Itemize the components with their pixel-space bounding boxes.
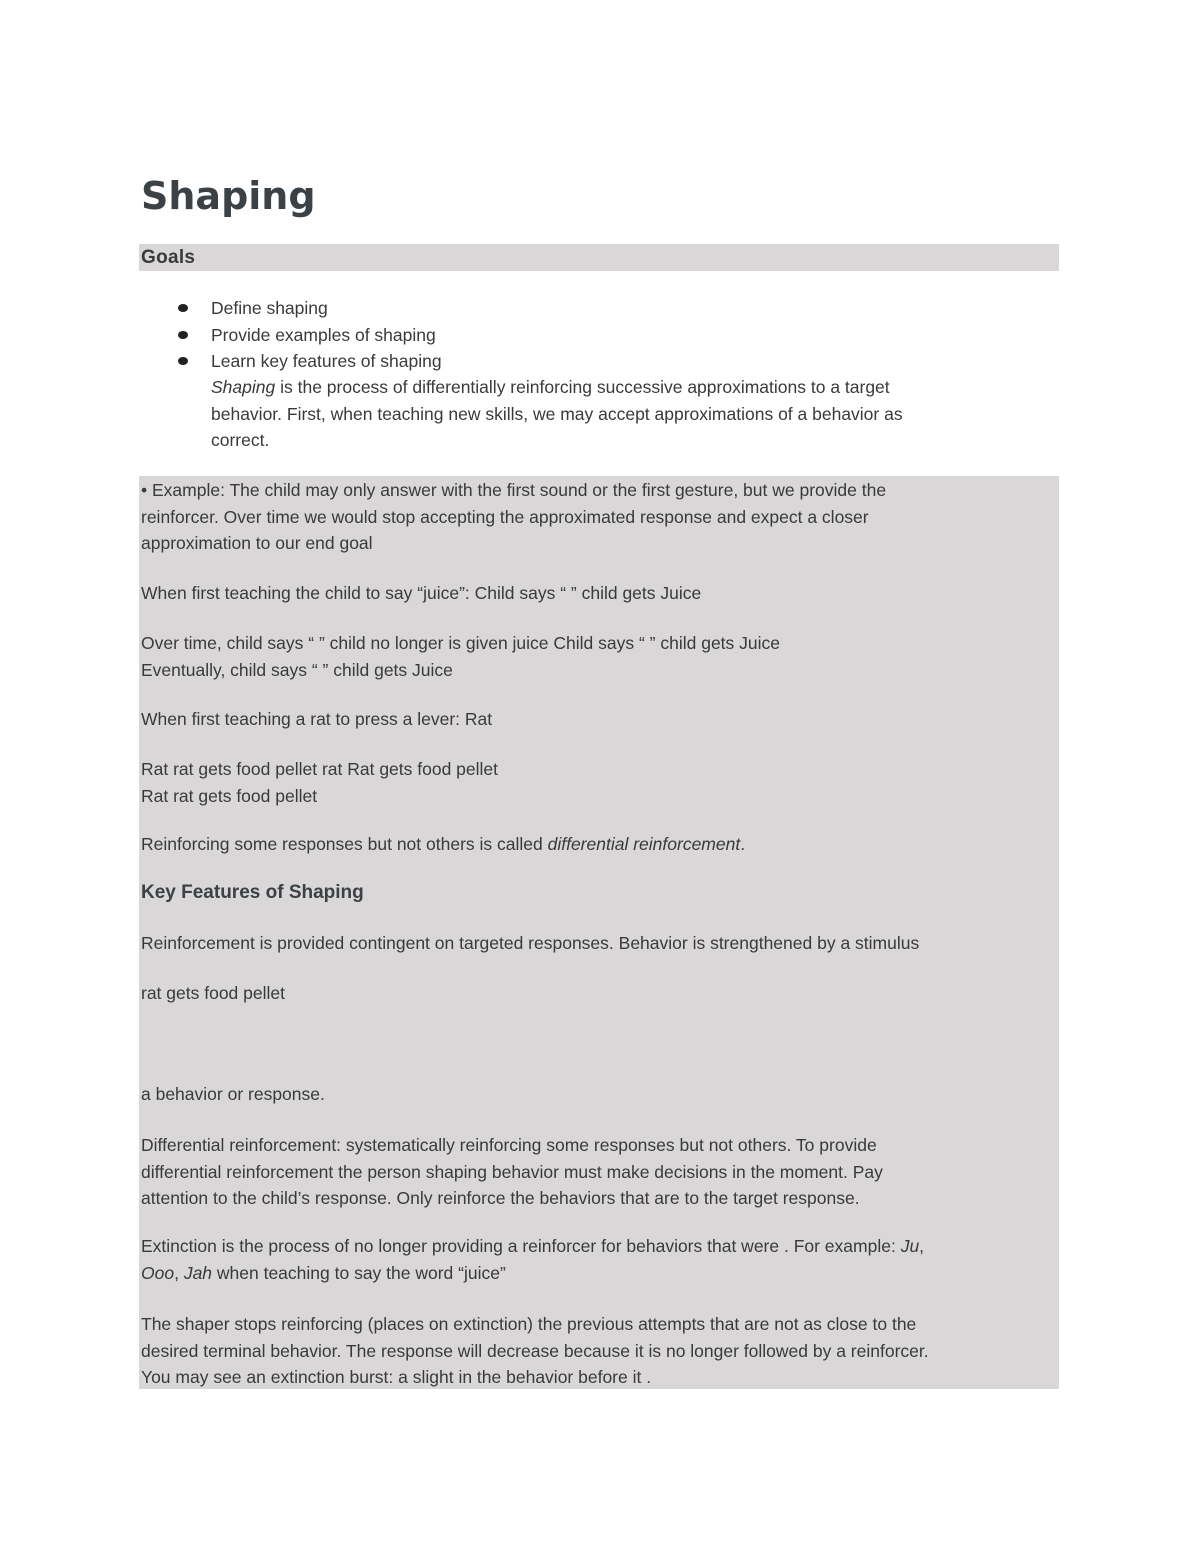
definition-line-1: is the process of differentially reinforcing successive approximations to a target [275, 377, 890, 397]
shaping-definition [211, 374, 1011, 454]
differential-term: differential reinforcement [547, 834, 741, 854]
bullet-icon [178, 304, 188, 312]
extinction-example-ooo: Ooo [141, 1262, 175, 1283]
diff-def-line-3: attention to the child’s response. Only reinforce the behaviors that are to the target response. [141, 1188, 860, 1208]
extinction-paragraph [141, 1233, 1041, 1286]
example-line-1: • Example: The child may only answer with the first sound or the first gesture, but we provide the [141, 480, 887, 500]
juice-progress-paragraph [141, 630, 1041, 683]
rat-first-paragraph: When first teaching a rat to press a lever: Rat [141, 709, 493, 729]
rat-pellet-paragraph: rat gets food pellet [141, 983, 285, 1003]
rat-progress-paragraph [141, 756, 1041, 809]
bullet-icon [178, 331, 188, 339]
page-title: Shaping [141, 174, 316, 218]
juice-eventually-line: Eventually, child says “ ” child gets Juice [141, 659, 453, 680]
example-paragraph [141, 477, 1041, 557]
shaper-line-1: The shaper stops reinforcing (places on extinction) the previous attempts that are not as close to the [141, 1314, 917, 1334]
goal-item-text: Define shaping [211, 298, 328, 318]
definition-line-2: behavior. First, when teaching new skills, we may accept approximations of a behavior as [211, 403, 903, 424]
key-features-heading: Key Features of Shaping [141, 882, 364, 903]
shaper-line-2: desired terminal behavior. The response will decrease because it is no longer followed by a reinforcer. [141, 1340, 929, 1361]
shaper-line-3: You may see an extinction burst: a slight in the behavior before it . [141, 1367, 652, 1387]
example-line-2: reinforcer. Over time we would stop accepting the approximated response and expect a closer [141, 506, 869, 527]
diff-def-line-2: differential reinforcement the person shaping behavior must make decisions in the moment. Pay [141, 1161, 883, 1182]
differential-paragraph [141, 831, 1041, 858]
extinction-comma: , [919, 1236, 925, 1256]
goal-item-text: Learn key features of shaping [211, 351, 442, 371]
extinction-example-ju: Ju [900, 1236, 920, 1256]
extinction-comma: , [174, 1262, 184, 1283]
definition-line-3: correct. [211, 430, 270, 450]
rat-line-2: Rat rat gets food pellet [141, 785, 318, 806]
goal-item-text: Provide examples of shaping [211, 324, 436, 345]
goals-heading-bar [139, 244, 1059, 271]
differential-suffix: . [740, 834, 746, 854]
goals-list [0, 295, 1060, 375]
list-item [0, 348, 1060, 375]
behavior-response-paragraph: a behavior or response. [141, 1084, 325, 1104]
contingent-paragraph: Reinforcement is provided contingent on targeted responses. Behavior is strengthened by a stimulus [141, 933, 920, 953]
juice-overtime-line: Over time, child says “ ” child no longer is given juice Child says “ ” child gets Juice [141, 633, 780, 653]
extinction-line-1: Extinction is the process of no longer providing a reinforcer for behaviors that were . For example: [141, 1236, 901, 1256]
goals-heading: Goals [141, 247, 196, 268]
differential-definition-paragraph [141, 1132, 1041, 1212]
list-item [0, 322, 1060, 349]
rat-line-1: Rat rat gets food pellet rat Rat gets food pellet [141, 759, 499, 779]
list-item [0, 295, 1060, 322]
diff-def-line-1: Differential reinforcement: systematically reinforcing some responses but not others. To provide [141, 1135, 877, 1155]
extinction-line-2: when teaching to say the word “juice” [212, 1262, 506, 1283]
differential-prefix: Reinforcing some responses but not others is called [141, 834, 548, 854]
shaper-paragraph [141, 1311, 1041, 1391]
extinction-example-jah: Jah [183, 1262, 213, 1283]
example-line-3: approximation to our end goal [141, 533, 373, 553]
bullet-icon [178, 357, 188, 365]
juice-first-paragraph: When first teaching the child to say “juice”: Child says “ ” child gets Juice [141, 583, 702, 603]
shaping-term: Shaping [211, 377, 276, 397]
